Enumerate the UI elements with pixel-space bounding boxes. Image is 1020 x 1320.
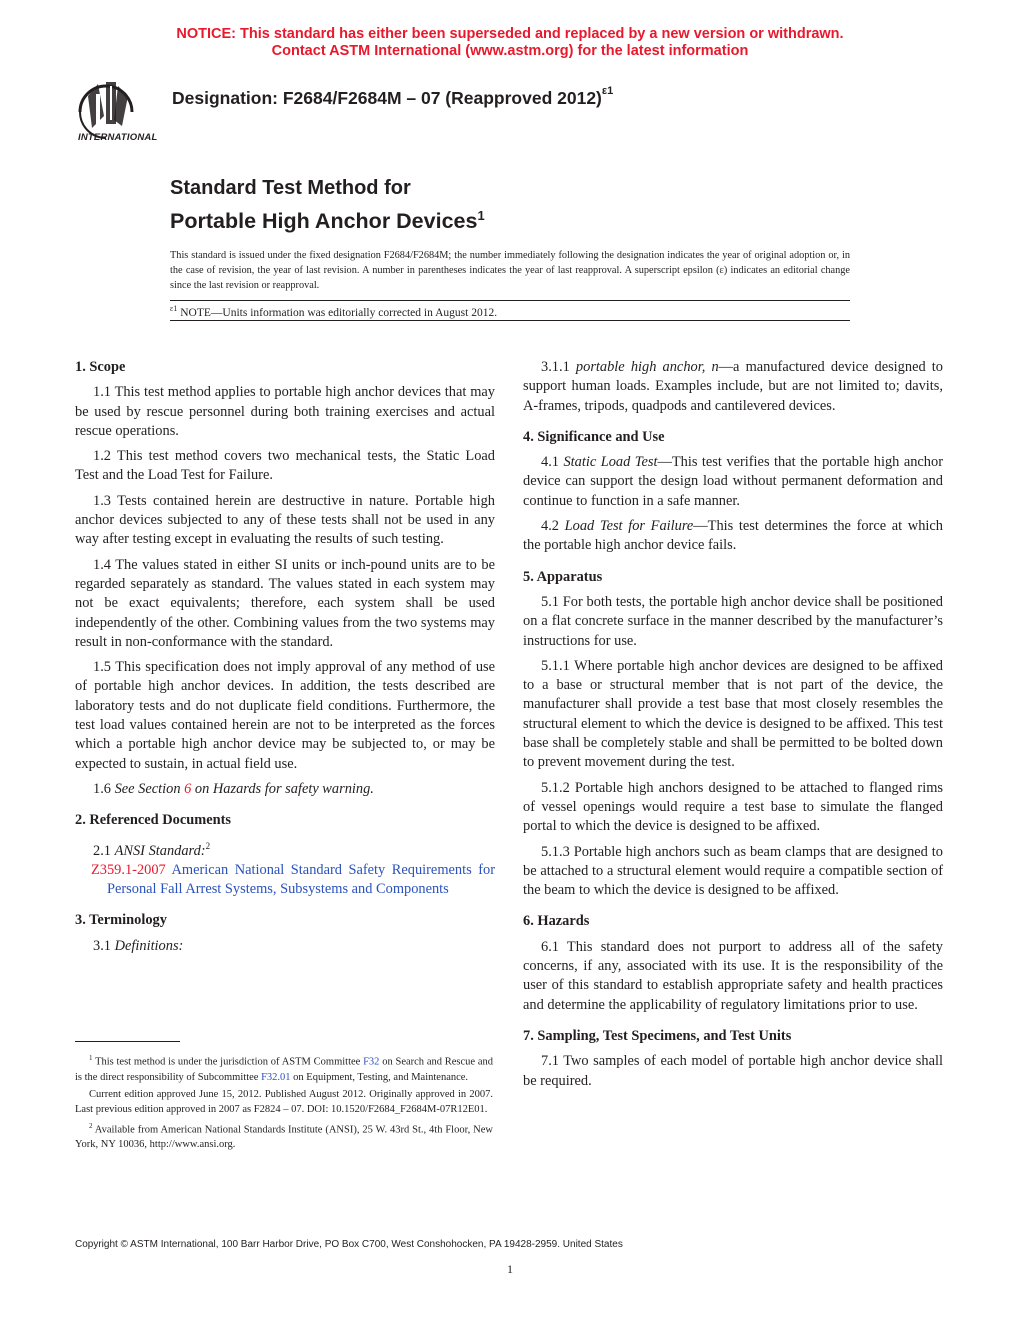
para-4-2-text: —This test determines the force at which the portable high anchor device fails.	[523, 518, 943, 554]
para-5-1-2: 5.1.2 Portable high anchors designed to be attached to flanged rims of vessel openings would require a test base to simulate the flanged portal to which the device is designed to be affixed.	[523, 779, 943, 835]
para-5-1-1: 5.1.1 Where portable high anchor devices are designed to be affixed to a base or structural member that is not part of the device, the manufacturer shall provide a test base that most closely resembles the structural element to which the device is designed to be affixed. This test base shall be completely stable and shall be permitted to be bolted down to prevent movement during the test.	[523, 657, 943, 771]
section-7-heading: 7. Sampling, Test Specimens, and Test Units	[523, 1027, 792, 1044]
footnote-1-mark: 1	[89, 1054, 93, 1062]
designation-epsilon: ε1	[601, 85, 614, 98]
reference-title[interactable]: American National Standard Safety Requirements for Personal Fall Arrest Systems, Subsystems and Components	[107, 861, 495, 897]
footnote-2	[75, 1119, 493, 1153]
para-5-1: 5.1 For both tests, the portable high anchor device shall be positioned on a flat concrete surface in the manner described by the manufacturer’s instructions for use.	[523, 593, 943, 649]
para-4-2-term: Load Test for Failure	[564, 518, 694, 535]
section-6-heading: 6. Hazards	[523, 913, 590, 930]
issue-statement: This standard is issued under the fixed designation F2684/F2684M; the number immediately following the designation indicates the year of original adoption or, in the case of revision, the year of last revision. A number in parentheses indicates the year of last reapproval. A superscript epsilon (ε) indicates an editorial change since the last revision or reapproval.	[170, 250, 850, 291]
notice-line-1: NOTICE: This standard has either been superseded and replaced by a new version or withdrawn.	[176, 26, 844, 42]
para-4-2-num: 4.2	[541, 518, 565, 535]
footnote-edition: Current edition approved June 15, 2012. Published August 2012. Originally approved in 2007. Last previous edition approved in 2007 as F2824 – 07. DOI: 10.1520/F2684_F2684M-07R12E01.	[75, 1088, 493, 1115]
para-3-1-1-num: 3.1.1	[541, 359, 576, 375]
section-3-heading: 3. Terminology	[75, 912, 167, 929]
section-1-heading: 1. Scope	[75, 359, 126, 375]
para-2-1	[75, 837, 495, 861]
footnote-2-mark: 2	[89, 1121, 93, 1130]
para-1-6-num: 1.6	[93, 780, 115, 797]
logo-wordmark: INTERNATIONAL	[78, 132, 158, 143]
reference-code[interactable]: Z359.1-2007	[91, 861, 166, 878]
para-1-6	[75, 780, 495, 799]
designation-text: Designation: F2684/F2684M – 07 (Reapproved 2012)	[172, 88, 602, 108]
para-4-1-text: —This test verifies that the portable high anchor device can support the design load without permanent deformation and continue to function in a safe manner.	[523, 454, 943, 509]
para-1-5: 1.5 This specification does not imply approval of any method of use of portable high anchor devices. In addition, the tests described are laboratory tests and do not duplicate field conditions. Furthermore, the test load values contained herein are not to be interpreted as the forces which a portable high anchor device may be subjected to, or may be expected to sustain, in actual field use.	[75, 659, 495, 772]
para-5-1-3: 5.1.3 Portable high anchors such as beam clamps that are designed to be attached to a structural element would require a compatible section of the beam to which the device is designed to be affixed.	[523, 843, 943, 899]
para-3-1	[75, 937, 495, 956]
divider-bottom	[170, 320, 850, 321]
left-column	[75, 358, 495, 962]
title-line-1: Standard Test Method for	[170, 177, 411, 199]
title-line-2	[170, 202, 485, 235]
withdrawal-notice	[0, 26, 1020, 60]
committee-f32-link[interactable]: F32	[363, 1056, 380, 1068]
footnotes	[75, 1051, 493, 1154]
para-1-2: 1.2 This test method covers two mechanical tests, the Static Load Test and the Load Test for Failure.	[75, 448, 495, 484]
para-3-1-1-text: —a manufactured device designed to support human loads. Examples include, but are not limited to; davits, A-frames, tripods, quadpods and cantilevered devices.	[523, 359, 943, 414]
para-2-1-num: 2.1	[93, 842, 115, 859]
title-footnote-mark: 1	[477, 208, 485, 223]
section-6-link[interactable]: 6	[184, 780, 192, 797]
footnote-divider	[75, 1041, 180, 1042]
footnote-1	[75, 1051, 493, 1085]
section-5-heading: 5. Apparatus	[523, 568, 603, 585]
designation	[172, 85, 614, 109]
para-4-1	[523, 453, 943, 511]
editorial-note-text: NOTE—Units information was editorially corrected in August 2012.	[177, 306, 498, 319]
para-1-4: 1.4 The values stated in either SI units or inch-pound units are to be regarded separately as standard. The values stated in each system may not be exact equivalents; therefore, each system shall be used independently of the other. Combining values from the two systems may result in non-conformance with the standard.	[75, 556, 495, 650]
para-1-6-b: on Hazards for safety warning.	[191, 780, 374, 797]
para-4-1-term: Static Load Test	[563, 454, 658, 471]
footnote-1-a: This test method is under the jurisdiction of ASTM Committee	[92, 1056, 364, 1068]
para-4-2	[523, 517, 943, 556]
right-column	[523, 358, 943, 1097]
section-4-heading: 4. Significance and Use	[523, 428, 665, 445]
notice-line-2: Contact ASTM International (www.astm.org) for the latest information	[271, 43, 749, 59]
reference-z359[interactable]	[75, 861, 495, 900]
editorial-note-mark: ε1	[170, 304, 178, 313]
para-6-1: 6.1 This standard does not purport to address all of the safety concerns, if any, associated with its use. It is the responsibility of the user of this standard to establish appropriate safety and health practices and determine the applicability of regulatory limitations prior to use.	[523, 938, 943, 1013]
footnote-1-c: on Equipment, Testing, and Maintenance.	[290, 1071, 469, 1083]
astm-logo	[70, 76, 162, 144]
para-3-1-text: Definitions:	[114, 937, 184, 954]
footnote-2-text: Available from American National Standards Institute (ANSI), 25 W. 43rd St., 4th Floor, New York, NY 10036, http://www.ansi.org.	[75, 1124, 493, 1150]
para-7-1: 7.1 Two samples of each model of portable high anchor device shall be required.	[523, 1053, 943, 1089]
para-1-3: 1.3 Tests contained herein are destructive in nature. Portable high anchor devices subjected to any of these tests shall not be used in any way after testing except in evaluating the results of such testing.	[75, 492, 495, 548]
page-number: 1	[507, 1262, 513, 1276]
title-main: Portable High Anchor Devices	[170, 209, 478, 234]
editorial-note	[170, 304, 497, 319]
para-2-1-text: ANSI Standard:	[114, 842, 206, 859]
para-3-1-1-term: portable high anchor, n	[575, 359, 719, 375]
para-2-1-sup: 2	[205, 840, 211, 851]
section-2-heading: 2. Referenced Documents	[75, 812, 231, 829]
subcommittee-f32-01-link[interactable]: F32.01	[261, 1071, 291, 1083]
para-3-1-num: 3.1	[93, 937, 115, 954]
para-1-1: 1.1 This test method applies to portable high anchor devices that may be used by rescue personnel during both training exercises and actual rescue operations.	[75, 384, 495, 439]
para-1-6-a: See Section	[114, 780, 185, 797]
divider-top	[170, 300, 850, 301]
document-title	[170, 174, 485, 235]
copyright: Copyright © ASTM International, 100 Barr Harbor Drive, PO Box C700, West Conshohocken, PA 19428-2959. United States	[75, 1239, 623, 1250]
para-4-1-num: 4.1	[541, 454, 564, 471]
para-3-1-1	[523, 358, 943, 416]
footnote-1-b: on Search and Rescue and is the direct responsibility of Subcommittee	[75, 1056, 493, 1083]
